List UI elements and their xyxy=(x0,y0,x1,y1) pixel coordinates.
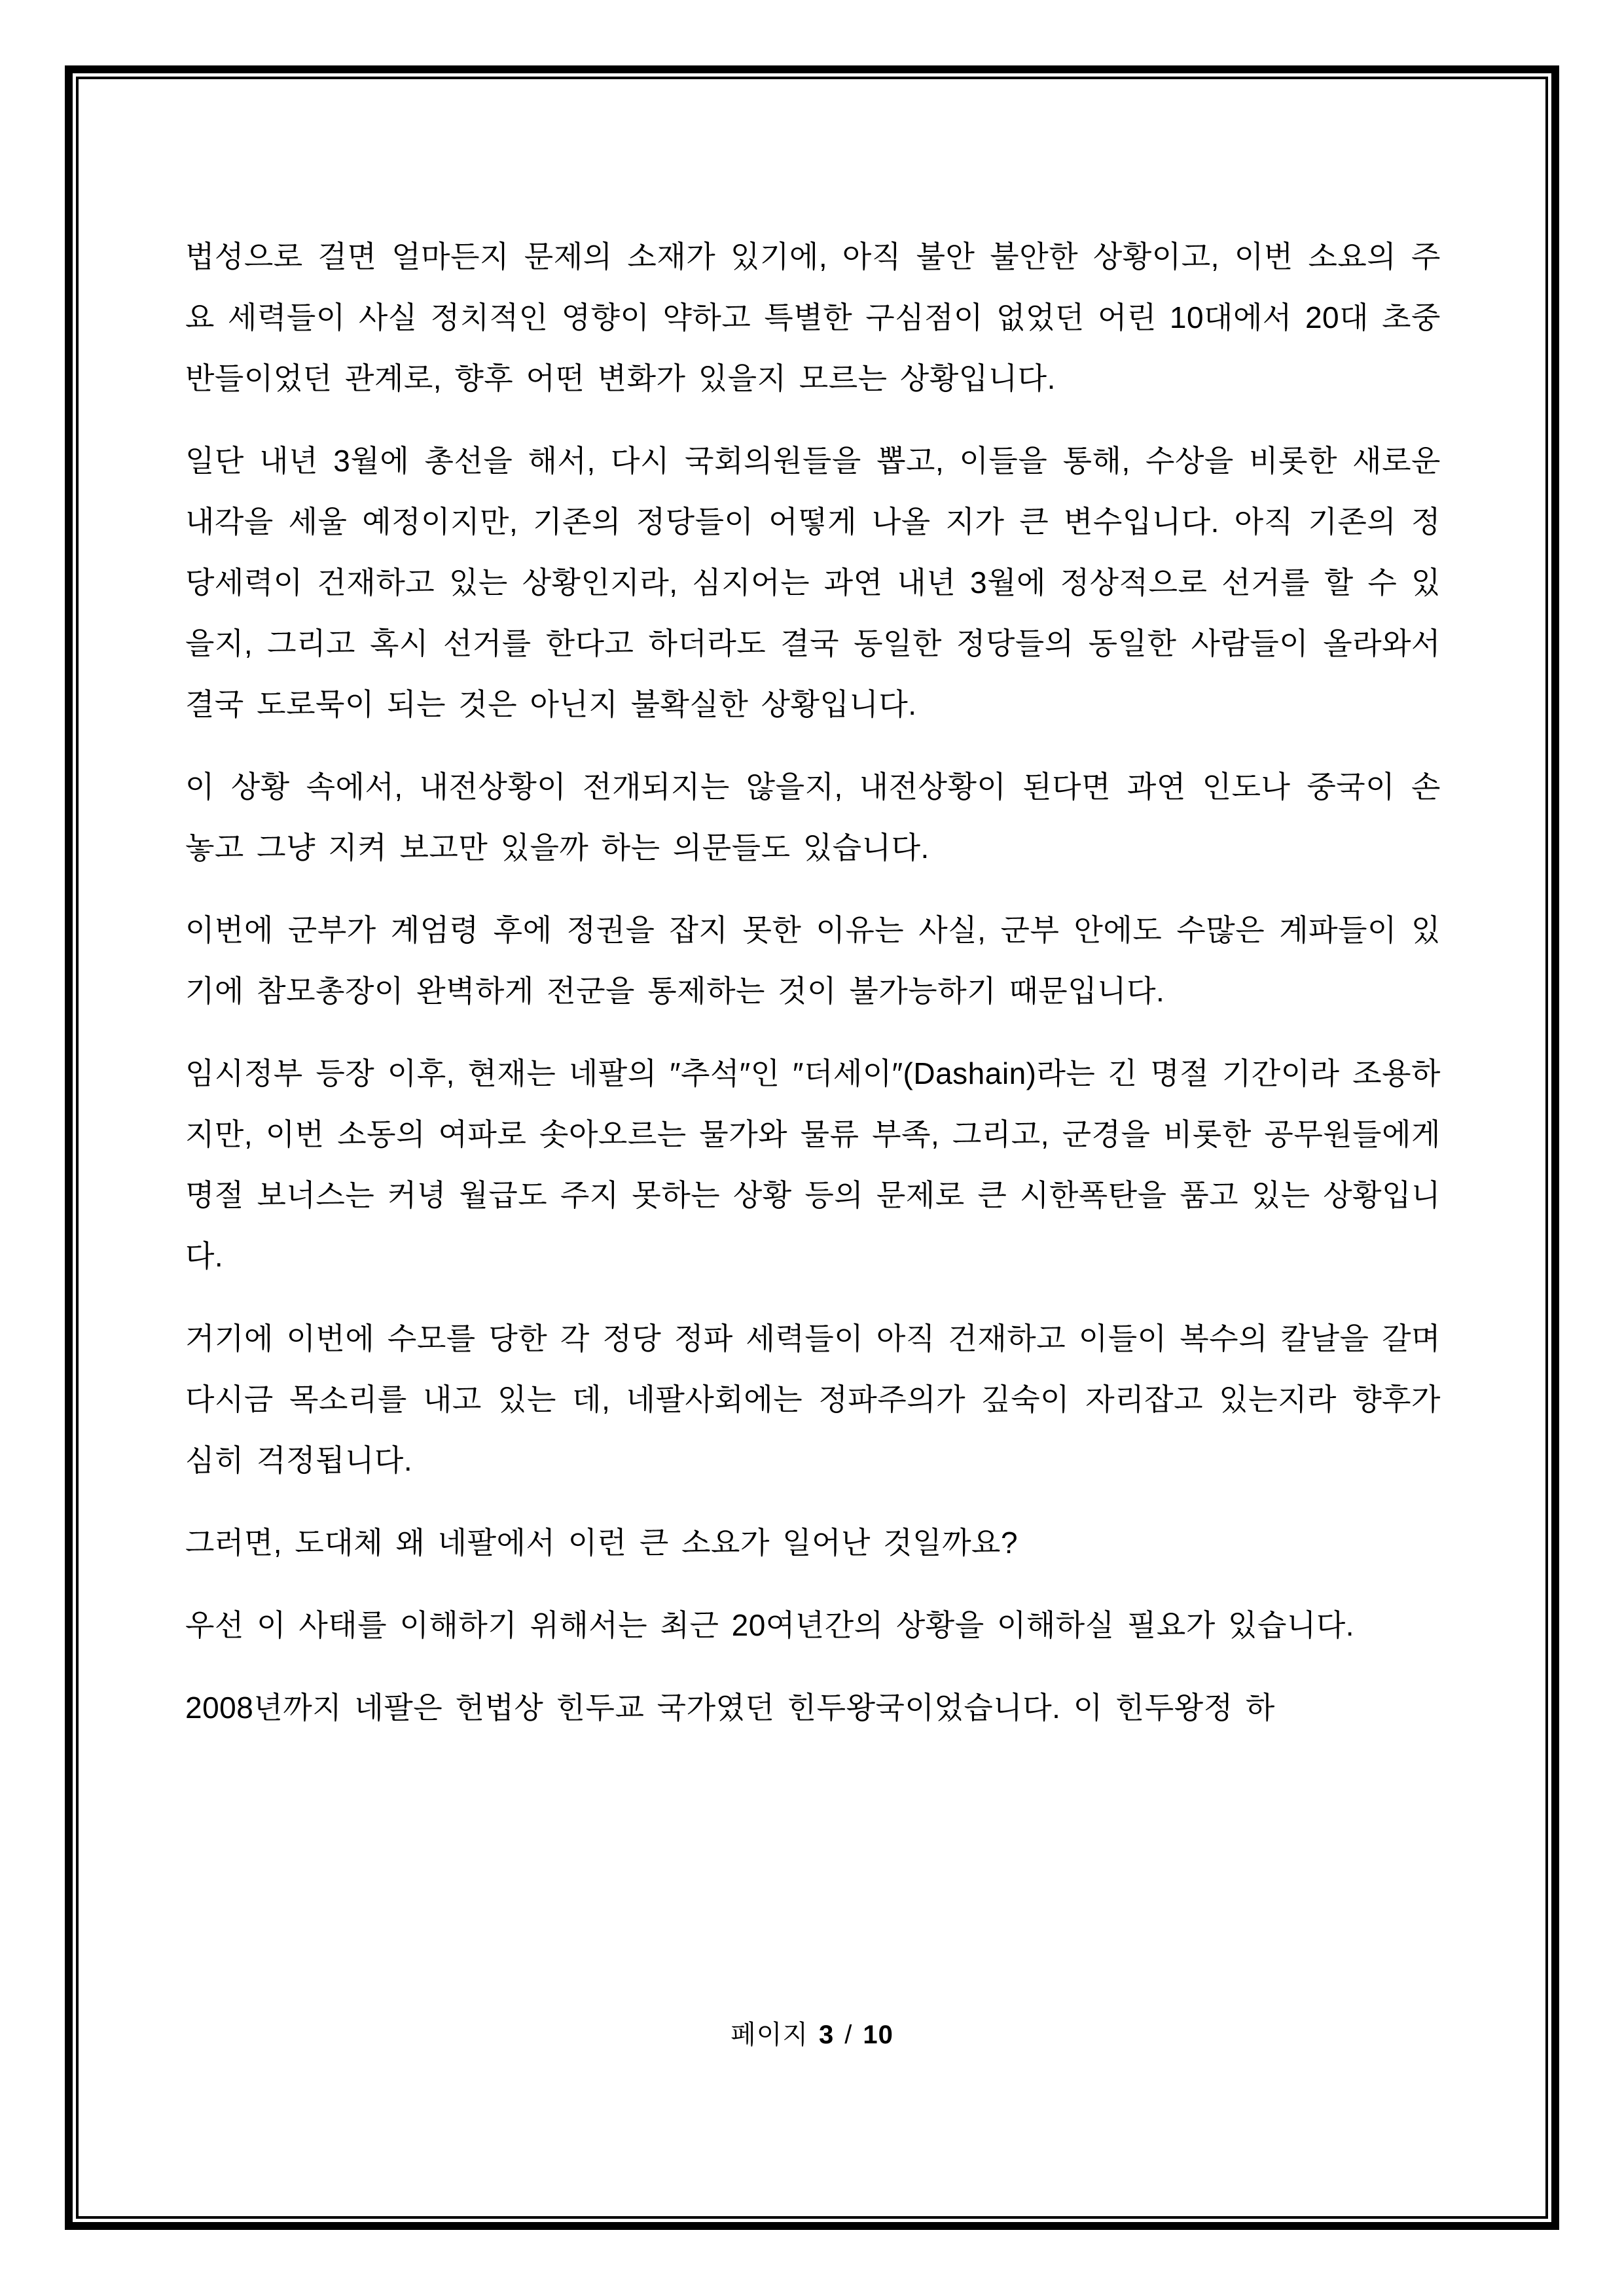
paragraph: 법성으로 걸면 얼마든지 문제의 소재가 있기에, 아직 불안 불안한 상황이고, 이번 소요의 주요 세력들이 사실 정치적인 영향이 약하고 특별한 구심점이 없었던 어린 10대에서 20대 초중반들이었던 관계로, 향후 어떤 변화가 있을지 모르는 상황입니다. xyxy=(185,240,1441,395)
footer-page-label: 페이지 xyxy=(731,2020,809,2049)
paragraph: 일단 내년 3월에 총선을 해서, 다시 국회의원들을 뽑고, 이들을 통해, 수상을 비롯한 새로운 내각을 세울 예정이지만, 기존의 정당들이 어떻게 나올 지가 큰 변수입니다. 아직 기존의 정당세력이 건재하고 있는 상황인지라, 심지어는 과연 내년 3월에 정상적으로 선거를 할 수 있을지, 그리고 혹시 선거를 한다고 하더라도 결국 동일한 정당들의 동일한 사람들이 올라와서 결국 도로묵이 되는 것은 아닌지 불확실한 상황입니다. xyxy=(185,444,1441,721)
page-footer xyxy=(79,2015,1545,2054)
page-border-frame xyxy=(65,65,1559,2230)
paragraph: 이 상황 속에서, 내전상황이 전개되지는 않을지, 내전상황이 된다면 과연 인도나 중국이 손 놓고 그냥 지켜 보고만 있을까 하는 의문들도 있습니다. xyxy=(185,770,1441,865)
footer-page-separator: / xyxy=(844,2020,853,2049)
paragraph: 거기에 이번에 수모를 당한 각 정당 정파 세력들이 아직 건재하고 이들이 복수의 칼날을 갈며 다시금 목소리를 내고 있는 데, 네팔사회에는 정파주의가 깊숙이 자리잡고 있는지라 향후가 심히 걱정됩니다. xyxy=(185,1321,1441,1477)
paragraph: 2008년까지 네팔은 헌법상 힌두교 국가였던 힌두왕국이었습니다. 이 힌두왕정 하 xyxy=(185,1691,1275,1725)
paragraph: 그러면, 도대체 왜 네팔에서 이런 큰 소요가 일어난 것일까요? xyxy=(185,1526,1019,1560)
document-body xyxy=(185,226,1441,1760)
footer-page-total: 10 xyxy=(863,2020,893,2049)
paragraph: 이번에 군부가 계엄령 후에 정권을 잡지 못한 이유는 사실, 군부 안에도 수많은 계파들이 있기에 참모총장이 완벽하게 전군을 통제하는 것이 불가능하기 때문입니다. xyxy=(185,913,1441,1008)
paragraph: 임시정부 등장 이후, 현재는 네팔의 ″추석″인 ″더세이″(Dashain)라는 긴 명절 기간이라 조용하지만, 이번 소동의 여파로 솟아오르는 물가와 물류 부족, 그리고, 군경을 비롯한 공무원들에게 명절 보너스는 커녕 월급도 주지 못하는 상황 등의 문제로 큰 시한폭탄을 품고 있는 상황입니다. xyxy=(185,1056,1441,1273)
paragraph: 우선 이 사태를 이해하기 위해서는 최근 20여년간의 상황을 이해하실 필요가 있습니다. xyxy=(185,1608,1355,1642)
footer-page-current: 3 xyxy=(819,2020,835,2049)
page-border-inner-line xyxy=(76,77,1548,2219)
